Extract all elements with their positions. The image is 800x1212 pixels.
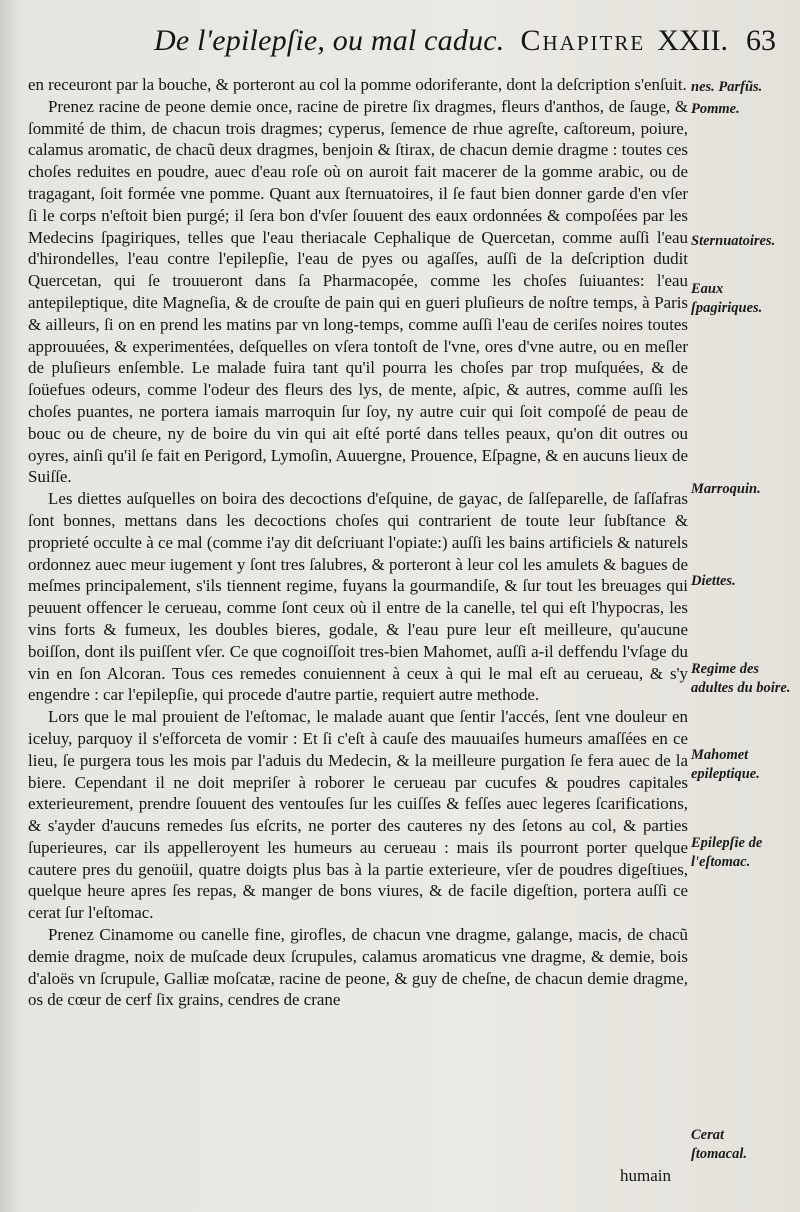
page-header (86, 24, 776, 70)
margin-note-sternuatoires: Sternuatoires. (691, 233, 776, 249)
catchword: humain (620, 1166, 671, 1185)
chapter-number: XXII. (657, 24, 728, 57)
margin-note-marroquin: Marroquin. (691, 481, 761, 497)
paragraph: Les diettes auſquelles on boira des decoctions d'eſquine, de gayac, de ſalſeparelle, de ſaſſafras ſont bonnes, mettans dans les decoctions choſes qui contrarient de toute leur ſubſtance & proprieté occulte à ce mal (comme i'ay dit deſcriuant l'opiate:) auſſi les bains artificiels & naturels ordonnez auec meur iugement y ſont tres ſalubres, & porteront à leur col les amulets & bagues de meſmes principalement, s'ils tiennent regime, fuyans la gourmandiſe, & ſur tout les breuages qui peuuent offencer le cerueau, comme ſont ceux où il entre de la canelle, tel qui eſt l'hypocras, les vins forts & fumeux, les doubles bieres, godale, & l'eau pure leur eſt meilleure, qu'aucune boiſſon, dont ils puiſſent vſer. Ce que cognoiſſoit tres-bien Mahomet, auſſi a-il deffendu l'vſage du vin en ſon Alcoran. Tous ces remedes conuiennent à ceux à qui le mal eſt au cerueau, & s'y engendre : car l'epilepſie, qui procede d'autre partie, requiert autre methode. (28, 489, 688, 705)
margin-note-mahomet: Mahomet epileptique. (691, 747, 760, 782)
chapter-label: Chapitre (520, 24, 646, 57)
paragraph: Lors que le mal prouient de l'eſtomac, le malade auant que ſentir l'accés, ſent vne douleur en iceluy, parquoy il s'eſforceta de vomir : Et ſi c'eſt à cauſe des mauuaiſes humeurs amaſſées en ce lieu, ſe purgera tous les mois par l'aduis du Medecin, & la meilleure purgation ſe fera auec de la biere. Cependant il ne doit mepriſer à roborer le cerueau par cucufes & poudres capitales exterieurement, prendre ſouuent des ventouſes ſur les cuiſſes & feſſes auec legeres ſcarifications, & s'ayder d'aucuns remedes ſus eſcrits, ne porter des cauteres ny des ſetons au col, & parties ſuperieures, car ils appelleroyent les humeurs au cerueau : mais ils pourront porter quelque cautere pres du genoüil, quatre doigts plus bas à la partie exterieure, vſer de poudres digeſtiues, quelque heure apres ſes repas, & manger de bons viures, & de facile digeſtion, portera auſſi ce cerat ſur l'eſtomac. (28, 707, 688, 923)
margin-note-epilepsie-estomac: Epilepſie de l'eſtomac. (691, 835, 763, 870)
paragraph: Prenez racine de peone demie once, racine de piretre ſix dragmes, fleurs d'anthos, de ſauge, & ſommité de thim, de chacun trois dragmes; cyperus, ſemence de rhue agreſte, caſtoreum, poiure, calamus aromatic, de chacũ deux dragmes, benjoin & ſtirax, de chacun demie dragme : toutes ces choſes reduites en poudre, auec d'eau roſe où on auroit fait macerer de la gomme arabic, ou de tragagant, ſoit formée vne pomme. Quant aux ſternuatoires, il ſe faut bien donner garde d'en vſer ſi le corps n'eſtoit bien purgé; il ſera bon d'vſer ſouuent des eaux ordonnées & compoſées par les Medecins ſpagiriques, telles que l'eau theriacale Cephalique de Quercetan, comme auſſi l'eau d'hirondelles, l'eau contre l'epilepſie, l'eau de pyes ou agaſſes, auſſi de la deſcription dudit Quercetan, qui ſe trouueront dans ſa Pharmacopée, comme les choſes ſuiuantes: l'eau antepileptique, dite Magneſia, & de crouſte de pain qui en gueri pluſieurs de noſtre temps, à Paris & ailleurs, ſi on en prend les matins par vn long-temps, comme auſſi l'eau de ceriſes noires toutes approuuées, & experimentées, deſquelles on vſera tontoſt de l'vne, ores d'vne autre, ou en meſler de pluſieurs enſemble. Le malade fuira tant qu'il pourra les choſes par trop muſquées, & de ſoüefues odeurs, comme l'odeur des fleurs des lys, de mente, aſpic, & autres, comme auſſi les choſes puantes, ne portera iamais marroquin ſur ſoy, ny autre cuir qui ſoit compoſé de peau de bouc ou de cheure, ny de boire du vin qui ait eſté porté dans telles peaux, qu'on dit outres ou oyres, ainſi qu'il ſe fait en Perigord, Lymoſin, Auuergne, Prouence, Eſpagne, & en aucuns lieux de Suiſſe. (28, 96, 688, 487)
margin-note-pomme: Pomme. (691, 101, 740, 117)
margin-note-parfums: nes. Parfũs. (691, 79, 763, 95)
running-title: De l'epilepſie, ou mal caduc. (154, 24, 505, 57)
page-number: 63 (746, 24, 776, 57)
paragraph: Prenez Cinamome ou canelle fine, girofles, de chacun vne dragme, galange, macis, de chacũ demie dragme, noix de muſcade deux ſcrupules, calamus aromaticus vne dragme, & demie, bois d'aloës vn ſcrupule, Galliæ moſcatæ, racine de peone, & guy de cheſne, de chacun demie dragme, os de cœur de cerf ſix grains, cendres de crane (28, 925, 688, 1010)
margin-note-regime: Regime des adultes du boire. (691, 661, 791, 696)
paragraph: en receuront par la bouche, & porteront au col la pomme odoriferante, dont la deſcription s'enſuit. (28, 75, 687, 94)
body-text (28, 74, 688, 1011)
margin-note-eaux-spagiriques: Eaux ſpagiriques. (691, 281, 763, 316)
margin-note-cerat: Cerat ſtomacal. (691, 1127, 747, 1162)
margin-note-diettes: Diettes. (691, 573, 736, 589)
